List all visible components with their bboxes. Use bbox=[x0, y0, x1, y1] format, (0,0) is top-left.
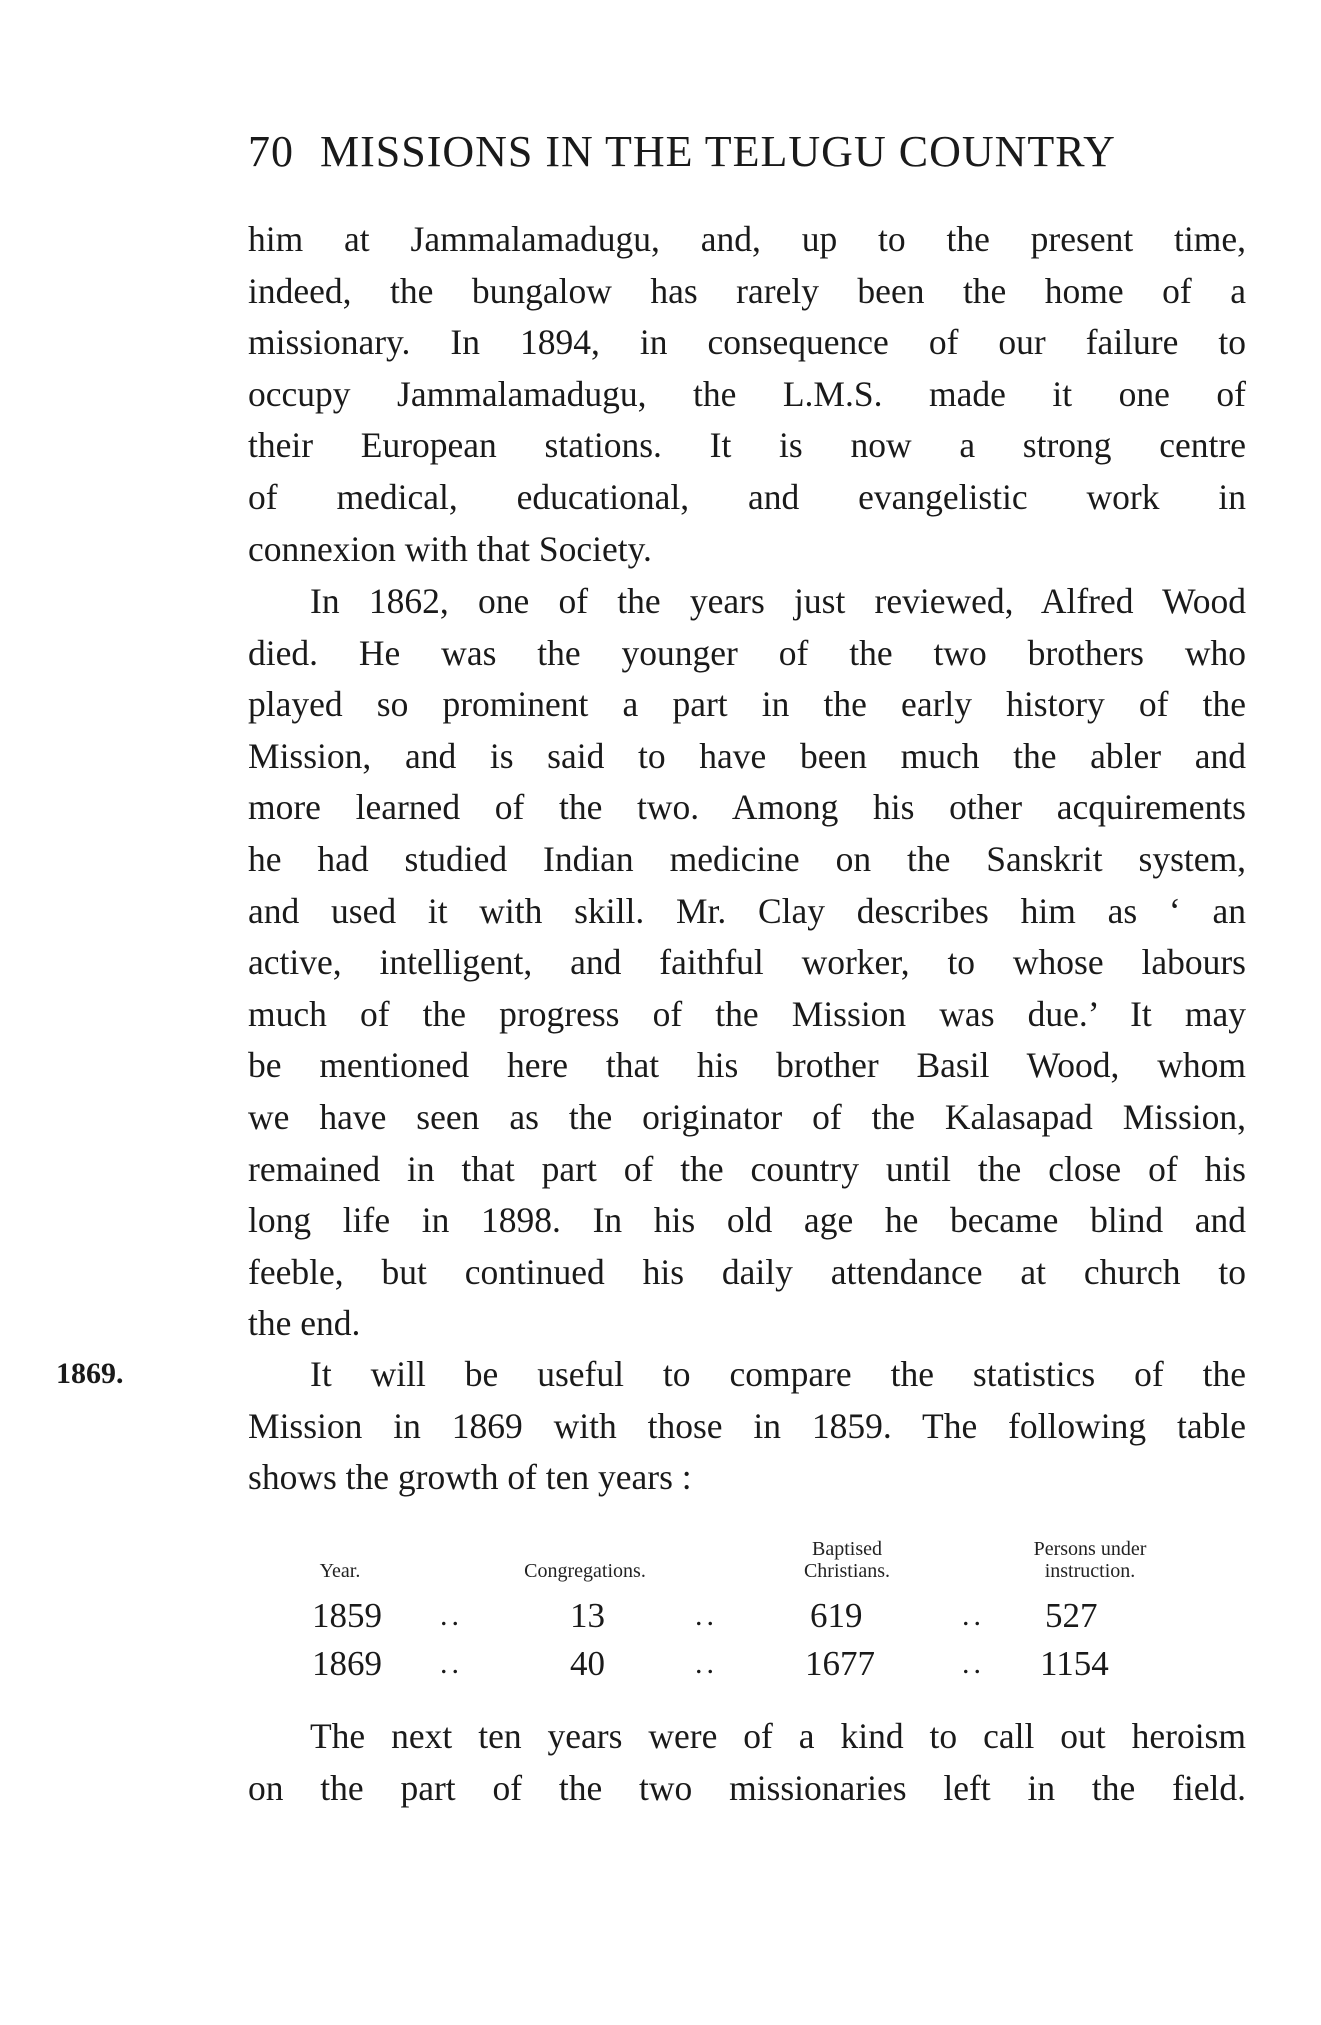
text-line: and used it with skill. Mr. Clay describes him as ‘ an bbox=[248, 890, 1246, 931]
text-line: of medical, educational, and evangelistic work in bbox=[248, 476, 1246, 517]
text-line: on the part of the two missionaries left in the field. bbox=[248, 1767, 1246, 1808]
text-line: much of the progress of the Mission was due.’ It may bbox=[248, 993, 1246, 1034]
text-line: remained in that part of the country until the close of his bbox=[248, 1148, 1246, 1189]
text-line: The next ten years were of a kind to call out heroism bbox=[310, 1716, 1246, 1756]
running-header bbox=[248, 126, 1148, 177]
header-baptised bbox=[772, 1538, 922, 1582]
header-persons-line-1: Persons under bbox=[1033, 1538, 1147, 1560]
text-line: occupy Jammalamadugu, the L.M.S. made it one of bbox=[248, 373, 1246, 414]
text-line: be mentioned here that his brother Basil Wood, whom bbox=[248, 1045, 1246, 1086]
running-title: MISSIONS IN THE TELUGU COUNTRY bbox=[320, 127, 1116, 176]
paragraph-3 bbox=[248, 1349, 1246, 1504]
statistics-table bbox=[300, 1526, 1200, 1726]
text-line: shows the growth of ten years : bbox=[248, 1457, 692, 1498]
text-line: feeble, but continued his daily attendance at church to bbox=[248, 1251, 1246, 1292]
text-line: It will be useful to compare the statistics of the bbox=[310, 1354, 1246, 1394]
text-line: active, intelligent, and faithful worker, to whose labours bbox=[248, 942, 1246, 983]
row-1859-baptised: 619 bbox=[810, 1596, 863, 1635]
text-line: connexion with that Society. bbox=[248, 528, 652, 569]
header-baptised-line-2: Christians. bbox=[803, 1560, 891, 1582]
page-number: 70 bbox=[248, 127, 294, 176]
header-baptised-line-1: Baptised bbox=[812, 1538, 882, 1560]
row-leader: .. bbox=[440, 1647, 463, 1680]
text-line: missionary. In 1894, in consequence of our failure to bbox=[248, 322, 1246, 363]
row-1859-persons: 527 bbox=[1045, 1596, 1098, 1635]
row-leader: .. bbox=[962, 1647, 985, 1680]
row-1869-baptised: 1677 bbox=[805, 1644, 875, 1683]
header-year: Year. bbox=[319, 1560, 361, 1582]
text-line: long life in 1898. In his old age he became blind and bbox=[248, 1200, 1246, 1241]
text-line: indeed, the bungalow has rarely been the home of a bbox=[248, 270, 1246, 311]
row-leader: .. bbox=[695, 1599, 718, 1632]
header-persons-line-2: instruction. bbox=[1044, 1560, 1136, 1582]
row-1869-persons: 1154 bbox=[1040, 1644, 1109, 1683]
header-congregations: Congregations. bbox=[524, 1560, 646, 1582]
text-line: the end. bbox=[248, 1303, 361, 1344]
header-persons bbox=[990, 1538, 1190, 1582]
text-line: played so prominent a part in the early history of the bbox=[248, 684, 1246, 725]
text-line: him at Jammalamadugu, and, up to the present time, bbox=[248, 219, 1246, 259]
text-line: more learned of the two. Among his other acquirements bbox=[248, 787, 1246, 828]
row-1859-congregations: 13 bbox=[570, 1596, 605, 1635]
paragraph-4 bbox=[248, 1711, 1246, 1814]
text-line: their European stations. It is now a strong centre bbox=[248, 425, 1246, 466]
text-line: Mission in 1869 with those in 1859. The following table bbox=[248, 1405, 1246, 1446]
row-1869-congregations: 40 bbox=[570, 1644, 605, 1683]
text-line: he had studied Indian medicine on the Sanskrit system, bbox=[248, 838, 1246, 879]
row-leader: .. bbox=[440, 1599, 463, 1632]
paragraph-1 bbox=[248, 214, 1246, 575]
text-line: Mission, and is said to have been much the abler and bbox=[248, 735, 1246, 776]
paragraph-2 bbox=[248, 576, 1246, 1350]
text-line: died. He was the younger of the two brothers who bbox=[248, 632, 1246, 673]
row-leader: .. bbox=[962, 1599, 985, 1632]
text-line: In 1862, one of the years just reviewed, Alfred Wood bbox=[310, 581, 1246, 621]
row-1869-year: 1869 bbox=[312, 1644, 382, 1683]
row-1859-year: 1859 bbox=[312, 1596, 382, 1635]
text-line: we have seen as the originator of the Kalasapad Mission, bbox=[248, 1096, 1246, 1137]
margin-note-year: 1869. bbox=[56, 1357, 124, 1390]
row-leader: .. bbox=[695, 1647, 718, 1680]
